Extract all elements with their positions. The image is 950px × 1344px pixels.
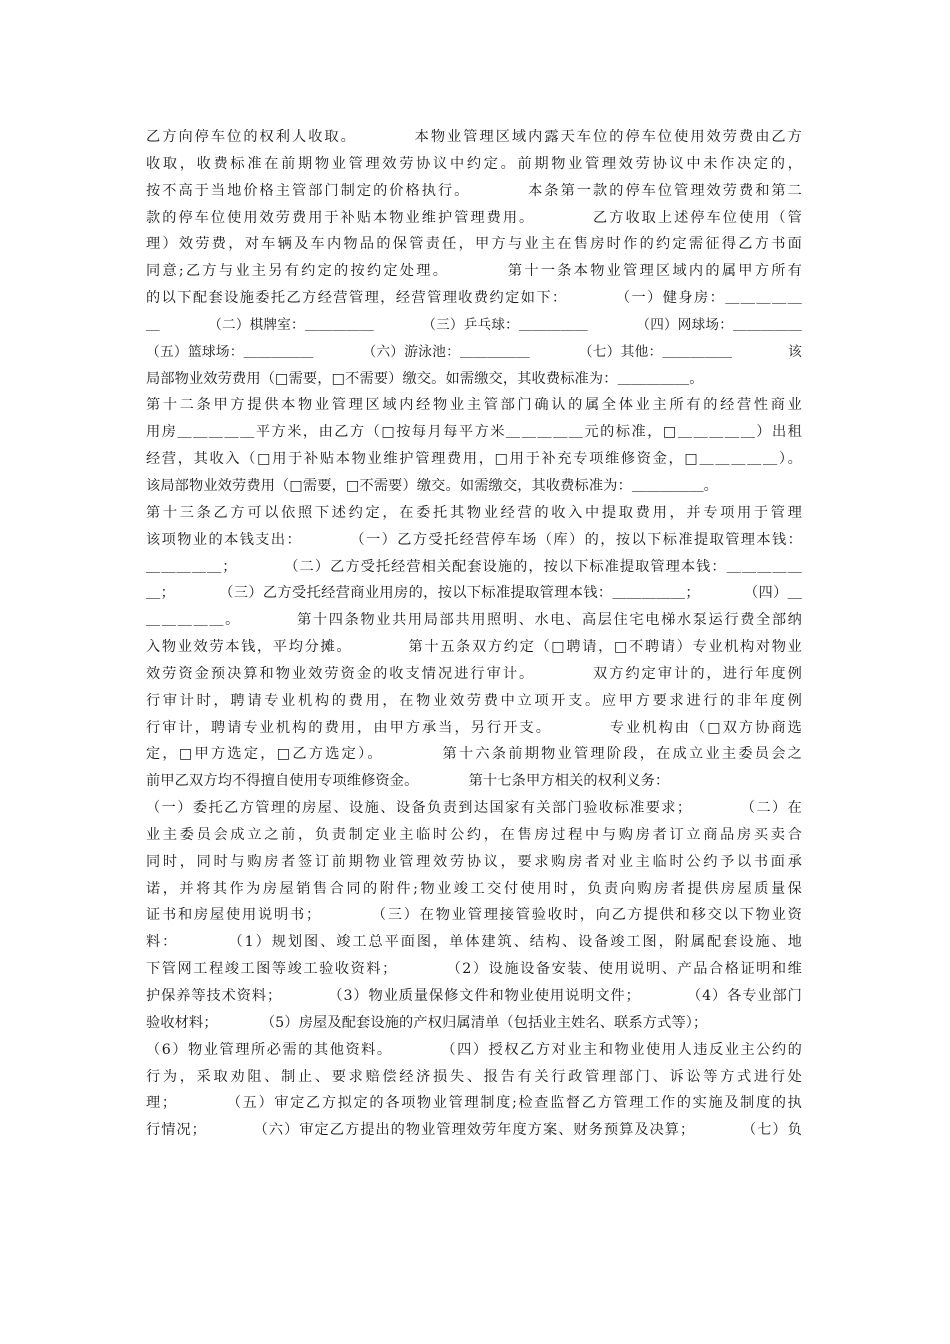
text-line: 证书和房屋使用说明书； （三）在物业管理接管验收时，向乙方提供和移交以下物业资: [146, 907, 802, 924]
text-line: 验收材料； （5）房屋及配套设施的产权归属清单（包括业主姓名、联系方式等）；: [146, 1014, 708, 1031]
text-line: 该项物业的本钱支出： （一）乙方受托经营停车场（库）的，按以下标准提取管理本钱：: [146, 531, 802, 548]
text-line: （6）物业管理所必需的其他资料。 （四）授权乙方对业主和物业使用人违反业主公约的: [146, 1041, 802, 1058]
text-line: ＿； （三）乙方受托经营商业用房的，按以下标准提取管理本钱：＿＿＿＿＿； （四）＿: [146, 585, 802, 602]
text-line: 局部物业效劳费用（□需要，□不需要）缴交。如需缴交，其收费标准为：＿＿＿＿＿。: [146, 370, 704, 387]
text-line: 理； （五）审定乙方拟定的各项物业管理制度;检查监督乙方管理工作的实施及制度的执: [146, 1095, 802, 1112]
text-line: 理）效劳费，对车辆及车内物品的保管责任，甲方与业主在售房时作的约定需征得乙方书面: [146, 236, 802, 253]
text-line: 按不高于当地价格主管部门制定的价格执行。 本条第一款的停车位管理效劳费和第二: [146, 182, 802, 199]
text-line: 行审计，聘请专业机构的费用，由甲方承当，另行开支。 专业机构由（□双方协商选: [146, 719, 802, 736]
text-line: 行审计时，聘请专业机构的费用，在物业效劳费中立项开支。应甲方要求进行的非年度例: [146, 692, 802, 709]
text-line: 收取，收费标准在前期物业管理效劳协议中约定。前期物业管理效劳协议中未作决定的，: [146, 155, 802, 172]
text-line: （五）篮球场：＿＿＿＿＿ （六）游泳池：＿＿＿＿＿ （七）其他：＿＿＿＿＿ 该: [146, 343, 802, 360]
text-line: 该局部物业效劳费用（□需要，□不需要）缴交。如需缴交，其收费标准为：＿＿＿＿＿。: [146, 477, 718, 494]
contract-text: [146, 124, 802, 1144]
text-line: 行情况； （六）审定乙方提出的物业管理效劳年度方案、财务预算及决算； （七）负: [146, 1122, 802, 1139]
text-line: 同意;乙方与业主另有约定的按约定处理。 第十一条本物业管理区域内的属甲方所有: [146, 263, 802, 280]
text-line: 入物业效劳本钱，平均分摊。 第十五条双方约定（□聘请，□不聘请）专业机构对物业: [146, 639, 802, 656]
text-line: 下管网工程竣工图等竣工验收资料； （2）设施设备安装、使用说明、产品合格证明和维: [146, 961, 802, 978]
text-line: 款的停车位使用效劳费用于补贴本物业维护管理费用。 乙方收取上述停车位使用（管: [146, 209, 802, 226]
text-line: ＿＿＿＿＿。 第十四条物业共用局部共用照明、水电、高层住宅电梯水泵运行费全部纳: [146, 612, 802, 629]
text-line: 护保养等技术资料； （3）物业质量保修文件和物业使用说明文件； （4）各专业部门: [146, 988, 802, 1004]
text-line: 定，□甲方选定，□乙方选定）。 第十六条前期物业管理阶段，在成立业主委员会之: [146, 746, 802, 763]
text-line: 经营，其收入（□用于补贴本物业维护管理费用，□用于补充专项维修资金，□＿＿＿＿＿）。: [146, 451, 802, 468]
text-line: 乙方向停车位的权利人收取。 本物业管理区域内露天车位的停车位使用效劳费由乙方: [146, 129, 802, 145]
text-line: 料： （1）规划图、竣工总平面图，单体建筑、结构、设备竣工图，附属配套设施、地: [146, 934, 802, 951]
text-line: （一）委托乙方管理的房屋、设施、设备负责到达国家有关部门验收标准要求； （二）在: [146, 800, 802, 817]
text-line: 行为，采取劝阻、制止、要求赔偿经济损失、报告有关行政管理部门、诉讼等方式进行处: [146, 1068, 802, 1085]
text-line: 第十三条乙方可以依照下述约定，在委托其物业经营的收入中提取费用，并专项用于管理: [146, 504, 802, 521]
text-line: ＿ （二）棋牌室：＿＿＿＿＿ （三）乒乓球：＿＿＿＿＿ （四）网球场：＿＿＿＿＿: [146, 316, 802, 333]
text-line: 效劳资金预决算和物业效劳资金的收支情况进行审计。 双方约定审计的，进行年度例: [146, 665, 802, 682]
text-line: 同时，同时与购房者签订前期物业管理效劳协议，要求购房者对业主临时公约予以书面承: [146, 853, 802, 870]
text-line: 用房＿＿＿＿＿平方米，由乙方（□按每月每平方米＿＿＿＿＿元的标准，□＿＿＿＿＿）出租: [146, 424, 802, 441]
text-line: 诺，并将其作为房屋销售合同的附件;物业竣工交付使用时，负责向购房者提供房屋质量保: [146, 880, 802, 897]
text-line: 前甲乙双方均不得擅自使用专项维修资金。 第十七条甲方相关的权利义务：: [146, 773, 670, 790]
text-line: 业主委员会成立之前，负责制定业主临时公约，在售房过程中与购房者订立商品房买卖合: [146, 826, 802, 843]
text-line: 第十二条甲方提供本物业管理区域内经物业主管部门确认的属全体业主所有的经营性商业: [146, 397, 802, 414]
text-line: 的以下配套设施委托乙方经营管理，经营管理收费约定如下： （一）健身房：＿＿＿＿＿: [146, 290, 802, 307]
text-line: ＿＿＿＿＿； （二）乙方受托经营相关配套设施的，按以下标准提取管理本钱：＿＿＿＿＿: [146, 558, 802, 575]
